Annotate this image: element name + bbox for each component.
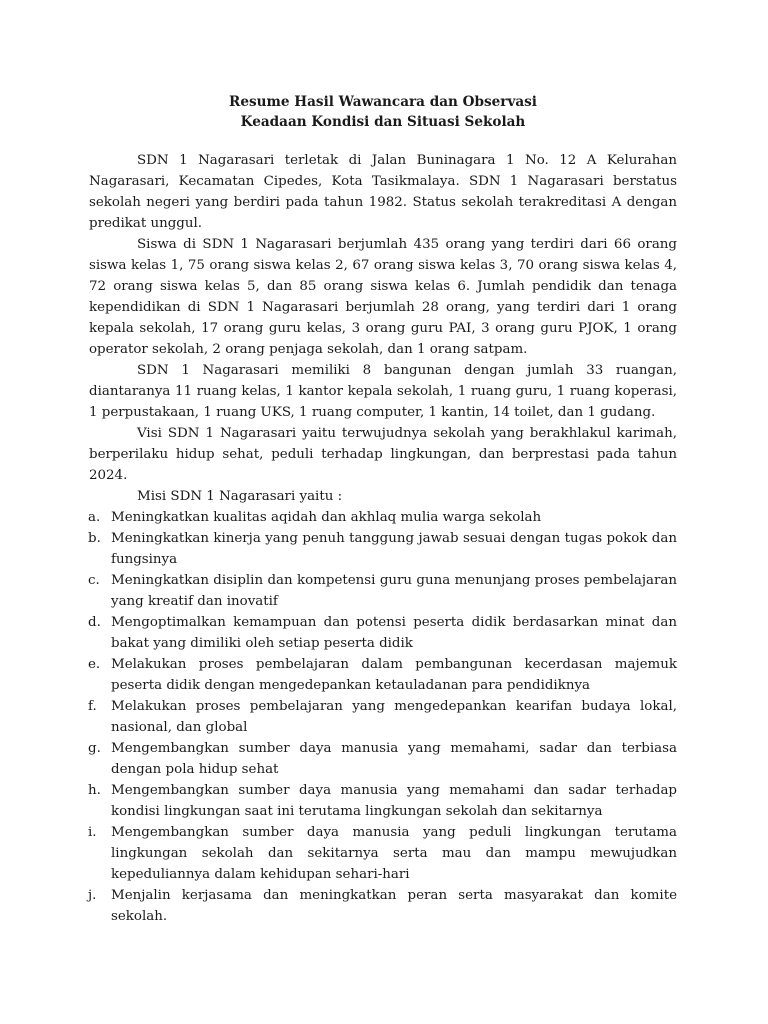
list-marker: i. bbox=[88, 825, 97, 840]
paragraph-location: SDN 1 Nagarasari terletak di Jalan Buninagara 1 No. 12 A Kelurahan Nagarasari, Kecamatan Cipedes, Kota Tasikmalaya. SDN 1 Nagarasari berstatus sekolah negeri yang berdiri pada tahun 1982. Status sekolah terakreditasi A dengan predikat unggul. bbox=[89, 153, 677, 231]
list-marker: a. bbox=[88, 510, 101, 525]
list-item bbox=[89, 570, 677, 612]
list-item-text: Meningkatkan kinerja yang penuh tanggung jawab sesuai dengan tugas pokok dan fungsinya bbox=[111, 531, 677, 567]
paragraph-visi: Visi SDN 1 Nagarasari yaitu terwujudnya sekolah yang berakhlakul karimah, berperilaku hidup sehat, peduli terhadap lingkungan, dan berprestasi pada tahun 2024. bbox=[89, 426, 677, 483]
list-item bbox=[89, 696, 677, 738]
list-item-text: Meningkatkan disiplin dan kompetensi guru guna menunjang proses pembelajaran yang kreatif dan inovatif bbox=[111, 573, 677, 609]
list-item-text: Mengembangkan sumber daya manusia yang memahami dan sadar terhadap kondisi lingkungan saat ini terutama lingkungan sekolah dan sekitarnya bbox=[111, 783, 677, 819]
misi-list bbox=[89, 507, 677, 927]
list-item-text: Meningkatkan kualitas aqidah dan akhlaq mulia warga sekolah bbox=[111, 510, 542, 525]
list-item bbox=[89, 822, 677, 885]
list-marker: c. bbox=[88, 573, 100, 588]
list-item bbox=[89, 654, 677, 696]
list-item-text: Menjalin kerjasama dan meningkatkan peran serta masyarakat dan komite sekolah. bbox=[111, 888, 677, 924]
list-item-text: Mengoptimalkan kemampuan dan potensi peserta didik berdasarkan minat dan bakat yang dimiliki oleh setiap peserta didik bbox=[111, 615, 677, 651]
misi-heading: Misi SDN 1 Nagarasari yaitu : bbox=[137, 489, 343, 504]
list-marker: b. bbox=[88, 531, 101, 546]
list-marker: g. bbox=[88, 741, 101, 756]
list-item-text: Mengembangkan sumber daya manusia yang memahami, sadar dan terbiasa dengan pola hidup sehat bbox=[111, 741, 677, 777]
title-line-1: Resume Hasil Wawancara dan Observasi bbox=[229, 94, 537, 110]
list-marker: h. bbox=[88, 783, 101, 798]
list-marker: d. bbox=[88, 615, 101, 630]
document-title bbox=[89, 92, 677, 132]
list-item bbox=[89, 738, 677, 780]
title-line-2: Keadaan Kondisi dan Situasi Sekolah bbox=[240, 114, 526, 130]
list-item bbox=[89, 885, 677, 927]
list-item-text: Melakukan proses pembelajaran dalam pembangunan kecerdasan majemuk peserta didik dengan mengedepankan ketauladanan para pendidiknya bbox=[111, 657, 677, 693]
list-marker: e. bbox=[88, 657, 101, 672]
list-item bbox=[89, 780, 677, 822]
list-item-text: Mengembangkan sumber daya manusia yang peduli lingkungan terutama lingkungan sekolah dan sekitarnya serta mau dan mampu mewujudkan kepeduliannya dalam kehidupan sehari-hari bbox=[111, 825, 677, 882]
document-page bbox=[89, 92, 677, 927]
list-item bbox=[89, 507, 677, 528]
list-marker: f. bbox=[88, 699, 97, 714]
list-item-text: Melakukan proses pembelajaran yang mengedepankan kearifan budaya lokal, nasional, dan global bbox=[111, 699, 677, 735]
list-item bbox=[89, 612, 677, 654]
paragraph-buildings: SDN 1 Nagarasari memiliki 8 bangunan dengan jumlah 33 ruangan, diantaranya 11 ruang kelas, 1 kantor kepala sekolah, 1 ruang guru, 1 ruang koperasi, 1 perpustakaan, 1 ruang UKS, 1 ruang computer, 1 kantin, 14 toilet, dan 1 gudang. bbox=[89, 363, 677, 420]
list-marker: j. bbox=[88, 888, 97, 903]
paragraph-students-staff: Siswa di SDN 1 Nagarasari berjumlah 435 orang yang terdiri dari 66 orang siswa kelas 1, 75 orang siswa kelas 2, 67 orang siswa kelas 3, 70 orang siswa kelas 4, 72 orang siswa kelas 5, dan 85 orang siswa kelas 6. Jumlah pendidik dan tenaga kependidikan di SDN 1 Nagarasari berjumlah 28 orang, yang terdiri dari 1 orang kepala sekolah, 17 orang guru kelas, 3 orang guru PAI, 3 orang guru PJOK, 1 orang operator sekolah, 2 orang penjaga sekolah, dan 1 orang satpam. bbox=[89, 237, 677, 357]
list-item bbox=[89, 528, 677, 570]
